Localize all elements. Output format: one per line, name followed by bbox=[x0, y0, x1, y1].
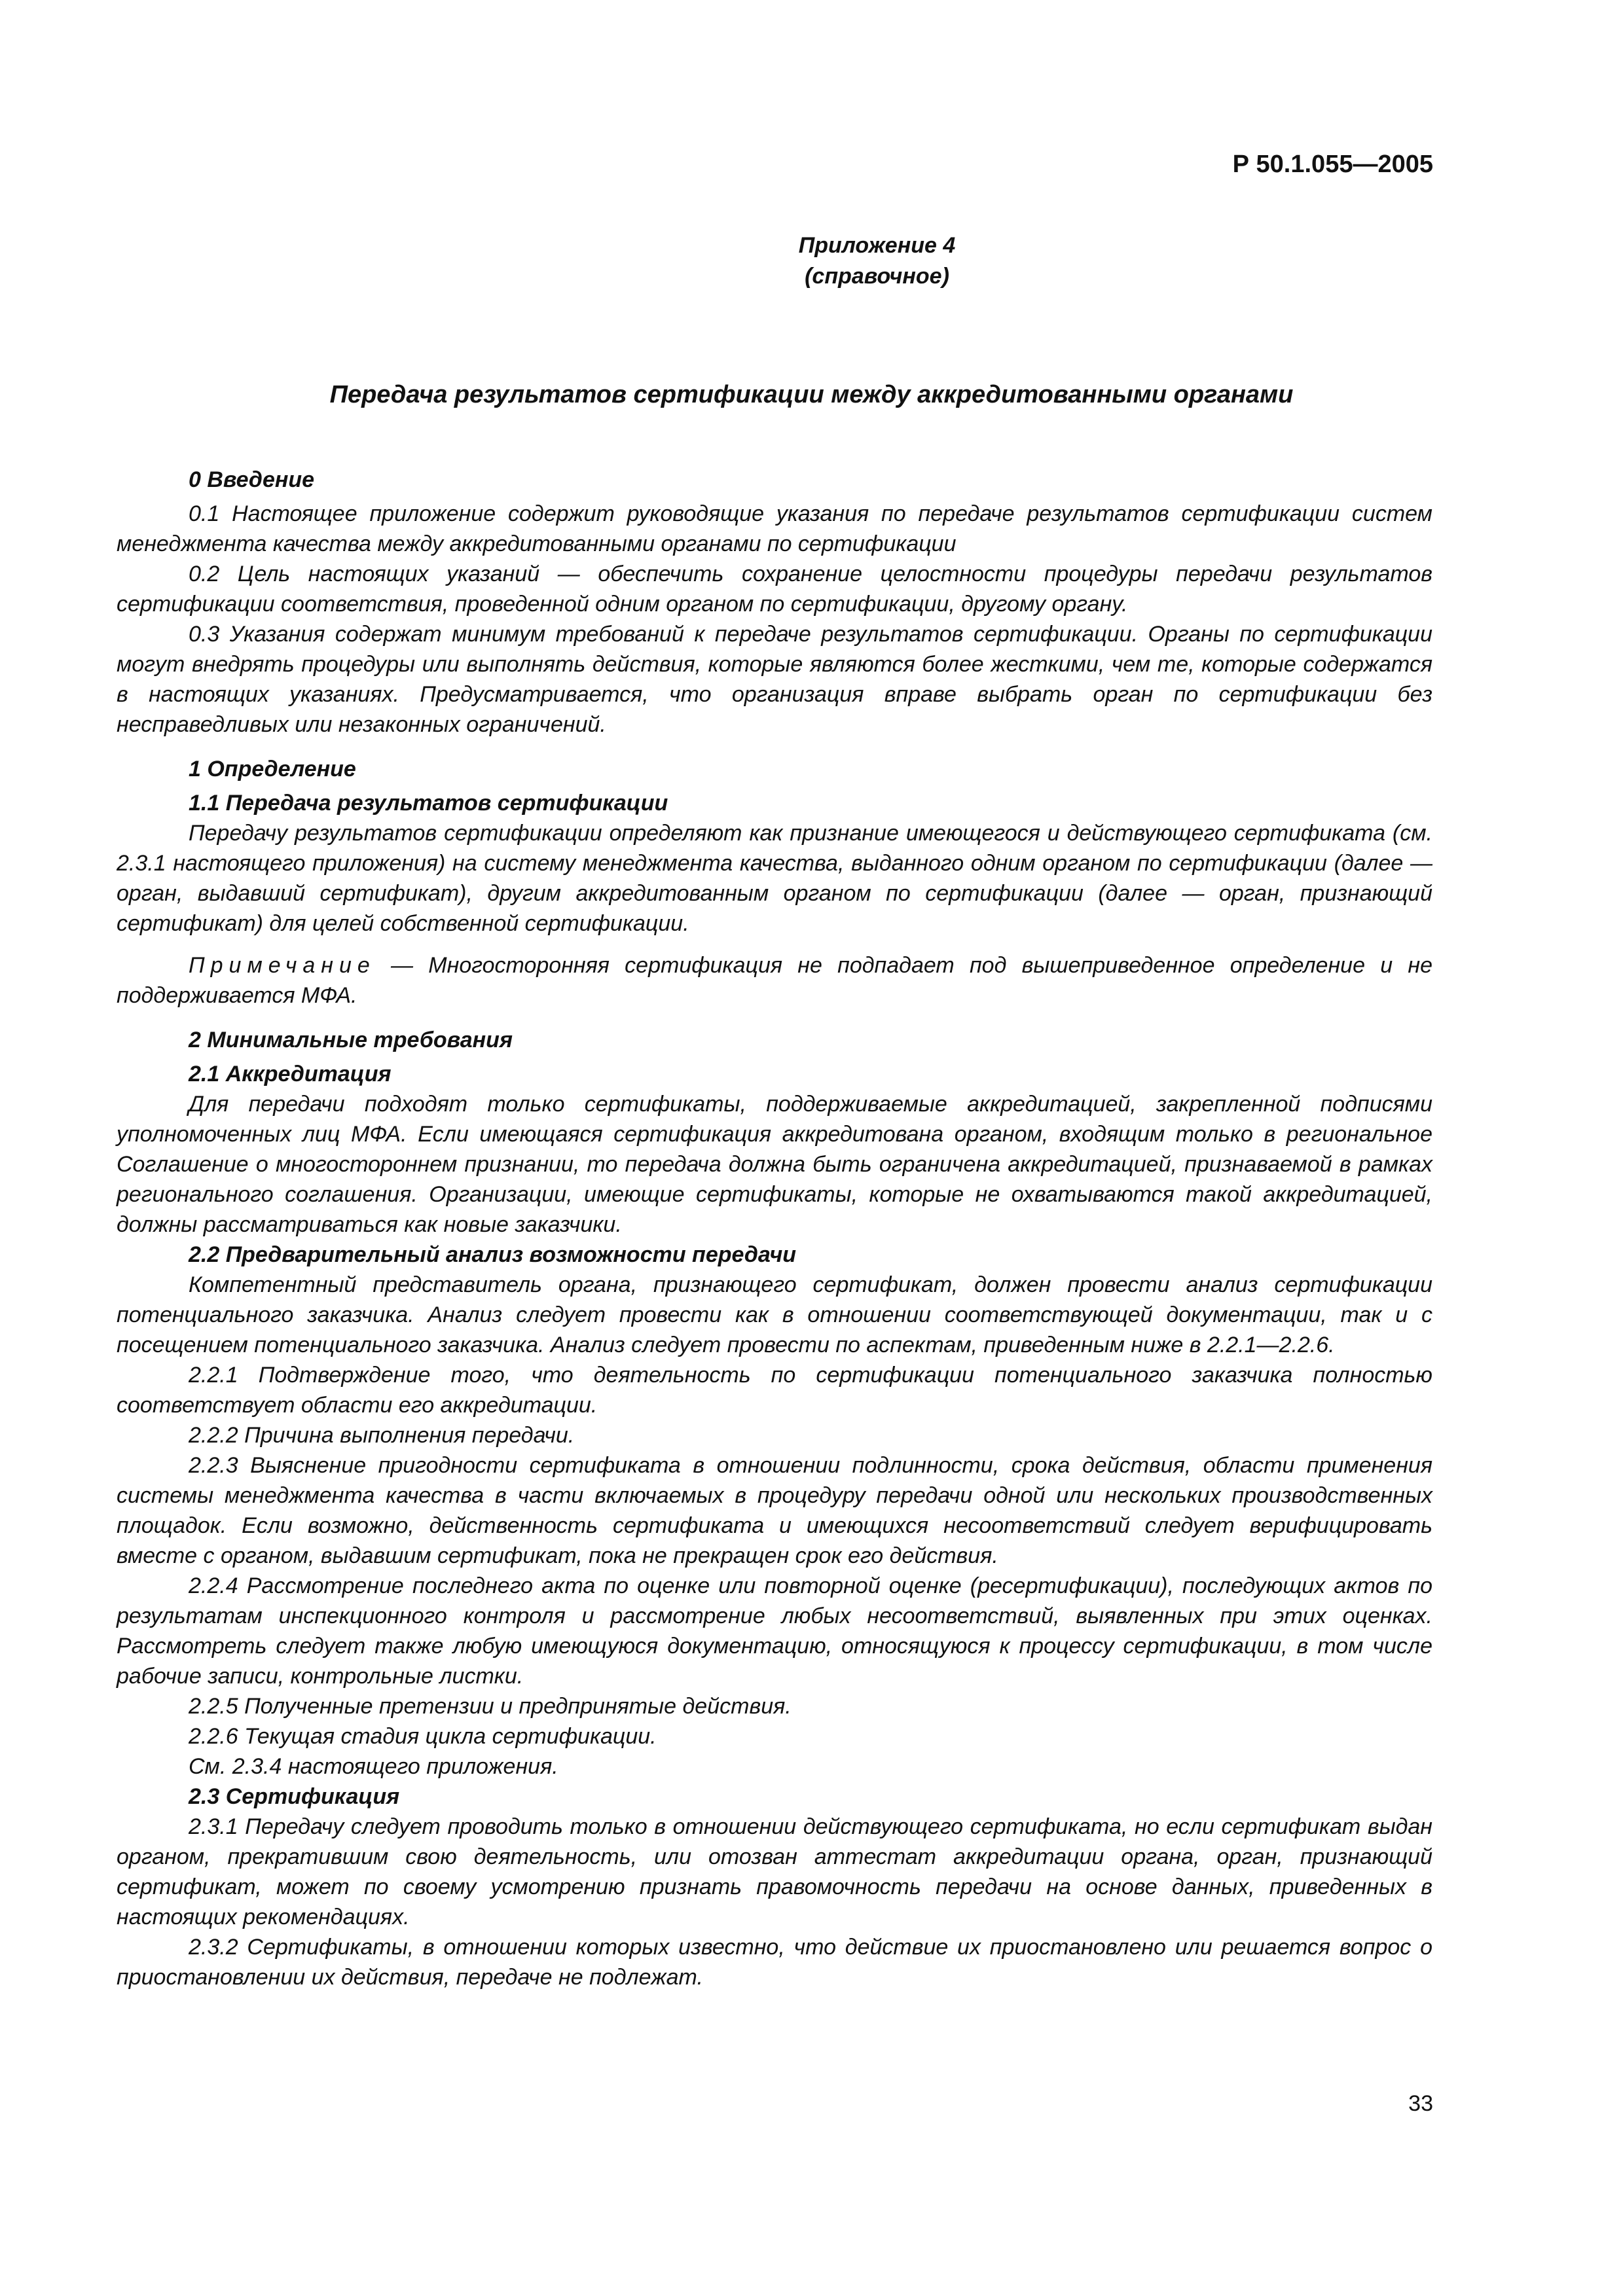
appendix-type: (справочное) bbox=[805, 264, 949, 289]
paragraph-1-1: Передачу результатов сертификации определяют как признание имеющегося и действующего сертификата (см. 2.3.1 настоящего приложения) на систему менеджмента качества, выданного одним органом по сертификации (далее — орган, выдавший сертификат), другим аккредитованным органом по сертификации (далее — орган, признающий сертификат) для целей собственной сертификации. bbox=[117, 821, 1432, 936]
section-0-heading: 0 Введение bbox=[189, 467, 315, 492]
document-title: Передача результатов сертификации между аккредитованными органами bbox=[329, 381, 1294, 408]
paragraph-2-2-5: 2.2.5 Полученные претензии и предпринятые действия. bbox=[189, 1694, 792, 1719]
section-1-heading: 1 Определение bbox=[189, 757, 356, 781]
paragraph-0-2: 0.2 Цель настоящих указаний — обеспечить сохранение целостности процедуры передачи результатов сертификации соответствия, проведенной одним органом по сертификации, другому органу. bbox=[117, 562, 1432, 617]
paragraph-2-3-2: 2.3.2 Сертификаты, в отношении которых известно, что действие их приостановлено или решается вопрос о приостановлении их действия, передаче не подлежат. bbox=[117, 1935, 1432, 1990]
subsection-1-1-heading: 1.1 Передача результатов сертификации bbox=[189, 791, 668, 816]
paragraph-0-3: 0.3 Указания содержат минимум требований к передаче результатов сертификации. Органы по сертификации могут внедрять процедуры или выполнять действия, которые являются более жесткими, чем те, которые содержатся в настоящих указаниях. Предусматривается, что организация вправе выбрать орган по сертификации без несправедливых или незаконных ограничений. bbox=[117, 622, 1432, 737]
paragraph-0-1: 0.1 Настоящее приложение содержит руководящие указания по передаче результатов сертификации систем менеджмента качества между аккредитованными органами по сертификации bbox=[117, 501, 1432, 556]
paragraph-2-1: Для передачи подходят только сертификаты, поддерживаемые аккредитацией, закрепленной подписями уполномоченных лиц МФА. Если имеющаяся сертификация аккредитована органом, входящим только в региональное Соглашение о многостороннем признании, то передача должна быть ограничена аккредитацией, признаваемой в рамках регионального соглашения. Организации, имеющие сертификаты, которые не охватываются такой аккредитацией, должны рассматриваться как новые заказчики. bbox=[117, 1092, 1432, 1237]
paragraph-2-2-1: 2.2.1 Подтверждение того, что деятельность по сертификации потенциального заказчика полностью соответствует области его аккредитации. bbox=[117, 1363, 1432, 1418]
paragraph-2-2-3: 2.2.3 Выяснение пригодности сертификата в отношении подлинности, срока действия, области применения системы менеджмента качества в части включаемых в процедуру передачи одной или нескольких производственных площадок. Если возможно, действенность сертификата и имеющихся несоответствий следует верифицировать вместе с органом, выдавшим сертификат, пока не прекращен срок его действия. bbox=[117, 1453, 1432, 1568]
note-text: — Многосторонняя сертификация не подпадает под вышеприведенное определение и не поддерживается МФА. bbox=[117, 953, 1432, 1008]
page-number: 33 bbox=[1408, 2091, 1433, 2116]
note-label: Примечание bbox=[189, 953, 376, 978]
paragraph-2-2: Компетентный представитель органа, признающего сертификат, должен провести анализ сертификации потенциального заказчика. Анализ следует провести как в отношении соответствующей документации, так и с посещением потенциального заказчика. Анализ следует провести по аспектам, приведенным ниже в 2.2.1—2.2.6. bbox=[117, 1272, 1432, 1357]
paragraph-2-2-4: 2.2.4 Рассмотрение последнего акта по оценке или повторной оценке (ресертификации), последующих актов по результатам инспекционного контроля и рассмотрение любых несоответствий, выявленных при этих оценках. Рассмотреть следует также любую имеющуюся документацию, относящуюся к процессу сертификации, в том числе рабочие записи, контрольные листки. bbox=[117, 1573, 1432, 1689]
subsection-2-2-heading: 2.2 Предварительный анализ возможности передачи bbox=[189, 1242, 797, 1267]
section-2-heading: 2 Минимальные требования bbox=[189, 1028, 513, 1052]
note-paragraph bbox=[117, 950, 1432, 1011]
document-number: Р 50.1.055—2005 bbox=[1232, 151, 1433, 178]
subsection-2-1-heading: 2.1 Аккредитация bbox=[189, 1062, 392, 1086]
document-body bbox=[117, 465, 1432, 1992]
paragraph-2-2-6-reference: См. 2.3.4 настоящего приложения. bbox=[189, 1754, 558, 1779]
paragraph-2-2-6: 2.2.6 Текущая стадия цикла сертификации. bbox=[189, 1724, 657, 1749]
paragraph-2-2-2: 2.2.2 Причина выполнения передачи. bbox=[189, 1423, 575, 1448]
paragraph-2-3-1: 2.3.1 Передачу следует проводить только в отношении действующего сертификата, но если сертификат выдан органом, прекратившим свою деятельность, или отозван аттестат аккредитации органа, орган, признающий сертификат, может по своему усмотрению признать правомочность передачи на основе данных, приведенных в настоящих рекомендациях. bbox=[117, 1814, 1432, 1929]
appendix-number: Приложение 4 bbox=[798, 233, 956, 258]
subsection-2-3-heading: 2.3 Сертификация bbox=[189, 1784, 400, 1809]
appendix-label bbox=[0, 230, 1623, 292]
